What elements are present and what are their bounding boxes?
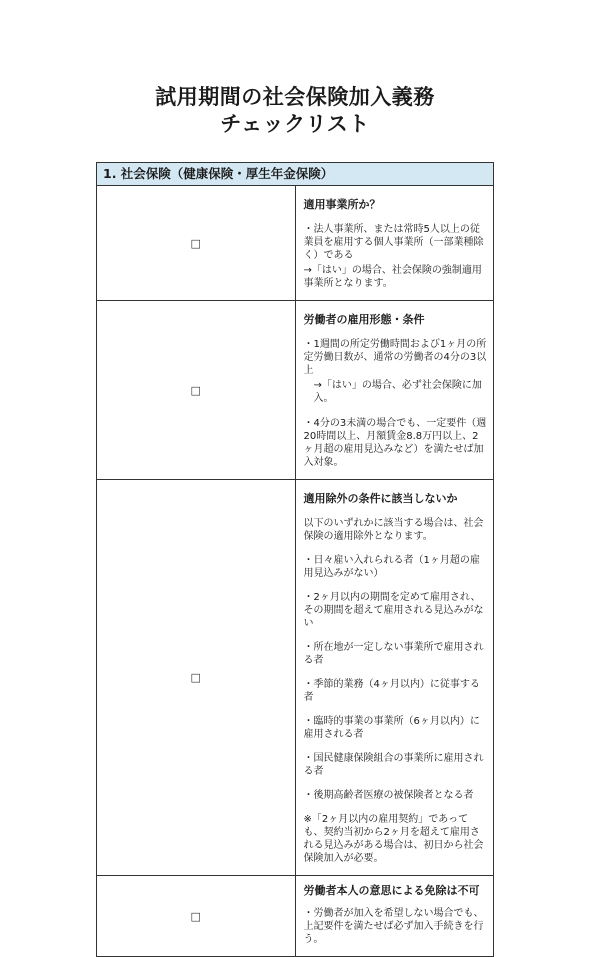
checklist-item-content [295,301,494,480]
item-text: ・後期高齢者医療の被保険者となる者 [303,790,474,801]
item-text: ・労働者が加入を希望しない場合でも、上記要件を満たせば必ず加入手続きを行う。 [303,908,484,945]
item-text: ・法人事業所、または常時5人以上の従業員を雇用する個人事業所（一部業種除く）である [303,224,484,261]
section-header-row [97,163,494,186]
item-text: ・日々雇い入れられる者（1ヶ月超の雇用見込みがない） [303,555,480,579]
item-text: →「はい」の場合、必ず社会保険に加入。 [313,380,482,404]
checklist-table [96,162,494,957]
item-text: ・2ヶ月以内の期間を定めて雇用され、その期間を超えて雇用される見込みがない [303,592,484,629]
item-text: ・季節的業務（4ヶ月以内）に従事する者 [303,679,480,703]
checkbox[interactable]: □ [97,480,296,876]
item-title: 労働者の雇用形態・条件 [303,313,425,326]
checklist-row [97,480,494,876]
page-title-line1: 試用期間の社会保険加入義務 [155,85,435,109]
item-text: ・所在地が一定しない事業所で雇用される者 [303,642,484,666]
checklist-row [97,301,494,480]
checkbox[interactable]: □ [97,301,296,480]
item-text: ・国民健康保険組合の事業所に雇用される者 [303,753,484,777]
section-header: 1. 社会保険（健康保険・厚生年金保険） [97,163,494,186]
checklist-row [97,186,494,301]
checklist-item-content [295,480,494,876]
item-title: 適用事業所か？ [303,198,381,211]
item-title: 労働者本人の意思による免除は不可 [303,884,480,897]
item-text: 以下のいずれかに該当する場合は、社会保険の適用除外となります。 [303,518,484,542]
checklist-item-content [295,186,494,301]
checkbox[interactable]: □ [97,876,296,957]
page-title-line2: チェックリスト [220,112,370,136]
checklist-row [97,876,494,957]
item-text: ・1週間の所定労働時間および1ヶ月の所定労働日数が、通常の労働者の4分の3以上 [303,339,487,376]
item-text: ・4分の3未満の場合でも、一定要件（週20時間以上、月額賃金8.8万円以上、2ヶ月超の雇用見込みなど）を満たせば加入対象。 [303,418,487,468]
item-note: ※「2ヶ月以内の雇用契約」であっても、契約当初から2ヶ月を超えて雇用される見込みがある場合は、初日から社会保険加入が必要。 [303,814,484,864]
item-text: ・臨時的事業の事業所（6ヶ月以内）に雇用される者 [303,716,480,740]
item-text: →「はい」の場合、社会保険の強制適用事業所となります。 [303,265,482,289]
item-title: 適用除外の条件に該当しないか [303,492,458,505]
checklist-item-content [295,876,494,957]
checkbox[interactable]: □ [97,186,296,301]
